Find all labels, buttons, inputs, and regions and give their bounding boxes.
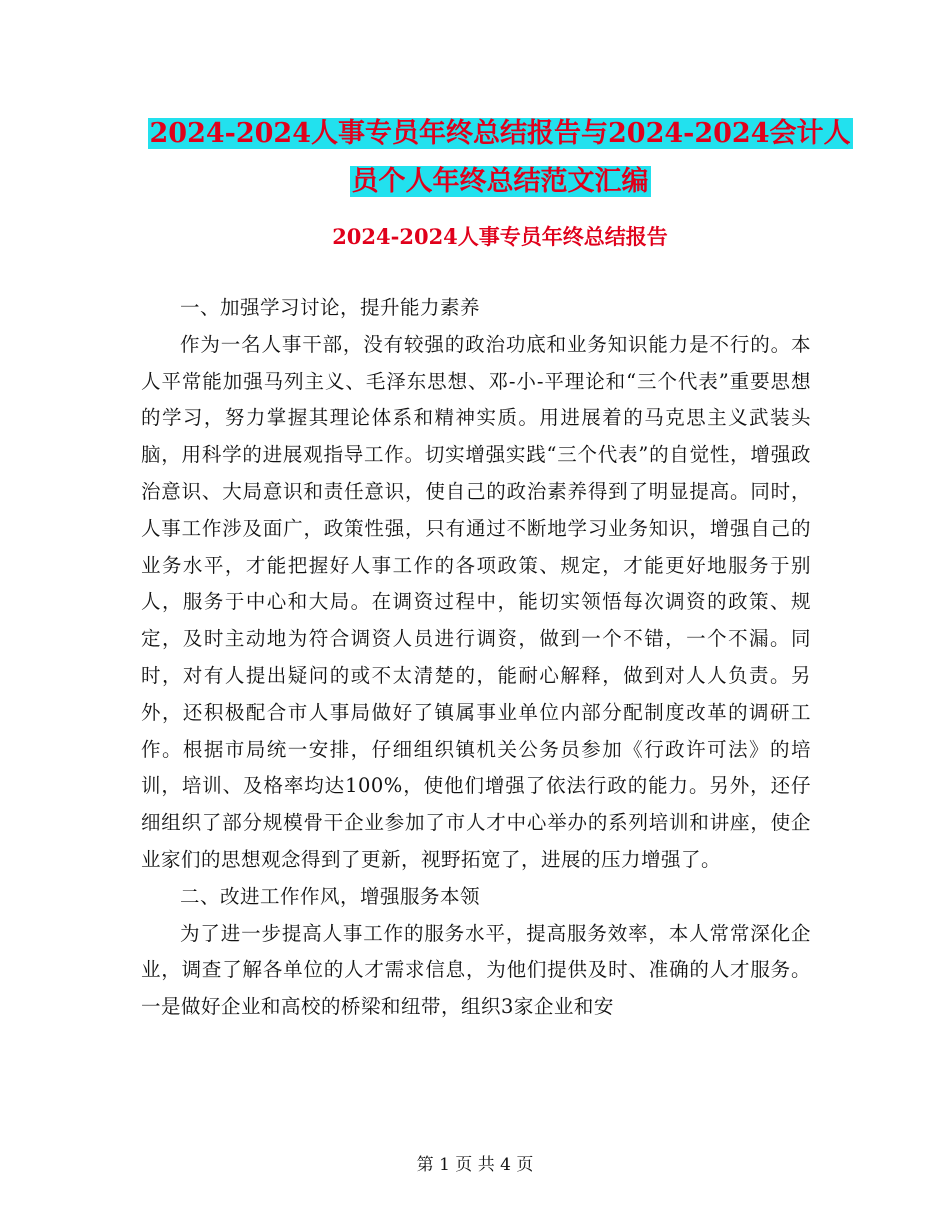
body-text xyxy=(141,290,811,1026)
heading-paragraph-2: 二、改进工作作风，增强服务本领 xyxy=(180,884,481,908)
section-title: 2024-2024人事专员年终总结报告 xyxy=(332,224,668,249)
heading-paragraph-1: 一、加强学习讨论，提升能力素养 xyxy=(180,296,481,319)
document-title-line-2: 员个人年终总结范文汇编 xyxy=(351,166,649,197)
body-paragraph-1: 作为一名人事干部，没有较强的政治功底和业务知识能力是不行的。本人平常能加强马列主义、毛泽东思想、邓-小-平理论和“三个代表”重要思想的学习，努力掌握其理论体系和精神实质。用进展着的马克思主义武装头脑，用科学的进展观指导工作。切实增强实践“三个代表”的自觉性，增强政治意识、大局意识和责任意识，使自己的政治素养得到了明显提高。同时，人事工作涉及面广，政策性强，只有通过不断地学习业务知识，增强自己的业务水平，才能把握好人事工作的各项政策、规定，才能更好地服务于别人，服务于中心和大局。在调资过程中，能切实领悟每次调资的政策、规定，及时主动地为符合调资人员进行调资，做到一个不错，一个不漏。同时，对有人提出疑问的或不太清楚的，能耐心解释，做到对人人负责。另外，还积极配合市人事局做好了镇属事业单位内部分配制度改革的调研工作。根据市局统一安排，仔细组织镇机关公务员参加《行政许可法》的培训，培训、及格率均达100%，使他们增强了依法行政的能力。另外，还仔细组织了部分规模骨干企业参加了市人才中心举办的系列培训和讲座，使企业家们的思想观念得到了更新，视野拓宽了，进展的压力增强了。 xyxy=(141,332,811,871)
document-title-line-1: 2024-2024人事专员年终总结报告与2024-2024会计人 xyxy=(149,118,851,149)
document-title xyxy=(120,110,880,206)
body-paragraph-2: 为了进一步提高人事工作的服务水平，提高服务效率，本人常常深化企业，调查了解各单位的人才需求信息，为他们提供及时、准确的人才服务。一是做好企业和高校的桥梁和纽带，组织3家企业和安 xyxy=(141,921,811,1019)
page-number-footer: 第 1 页 共 4 页 xyxy=(416,1155,534,1175)
